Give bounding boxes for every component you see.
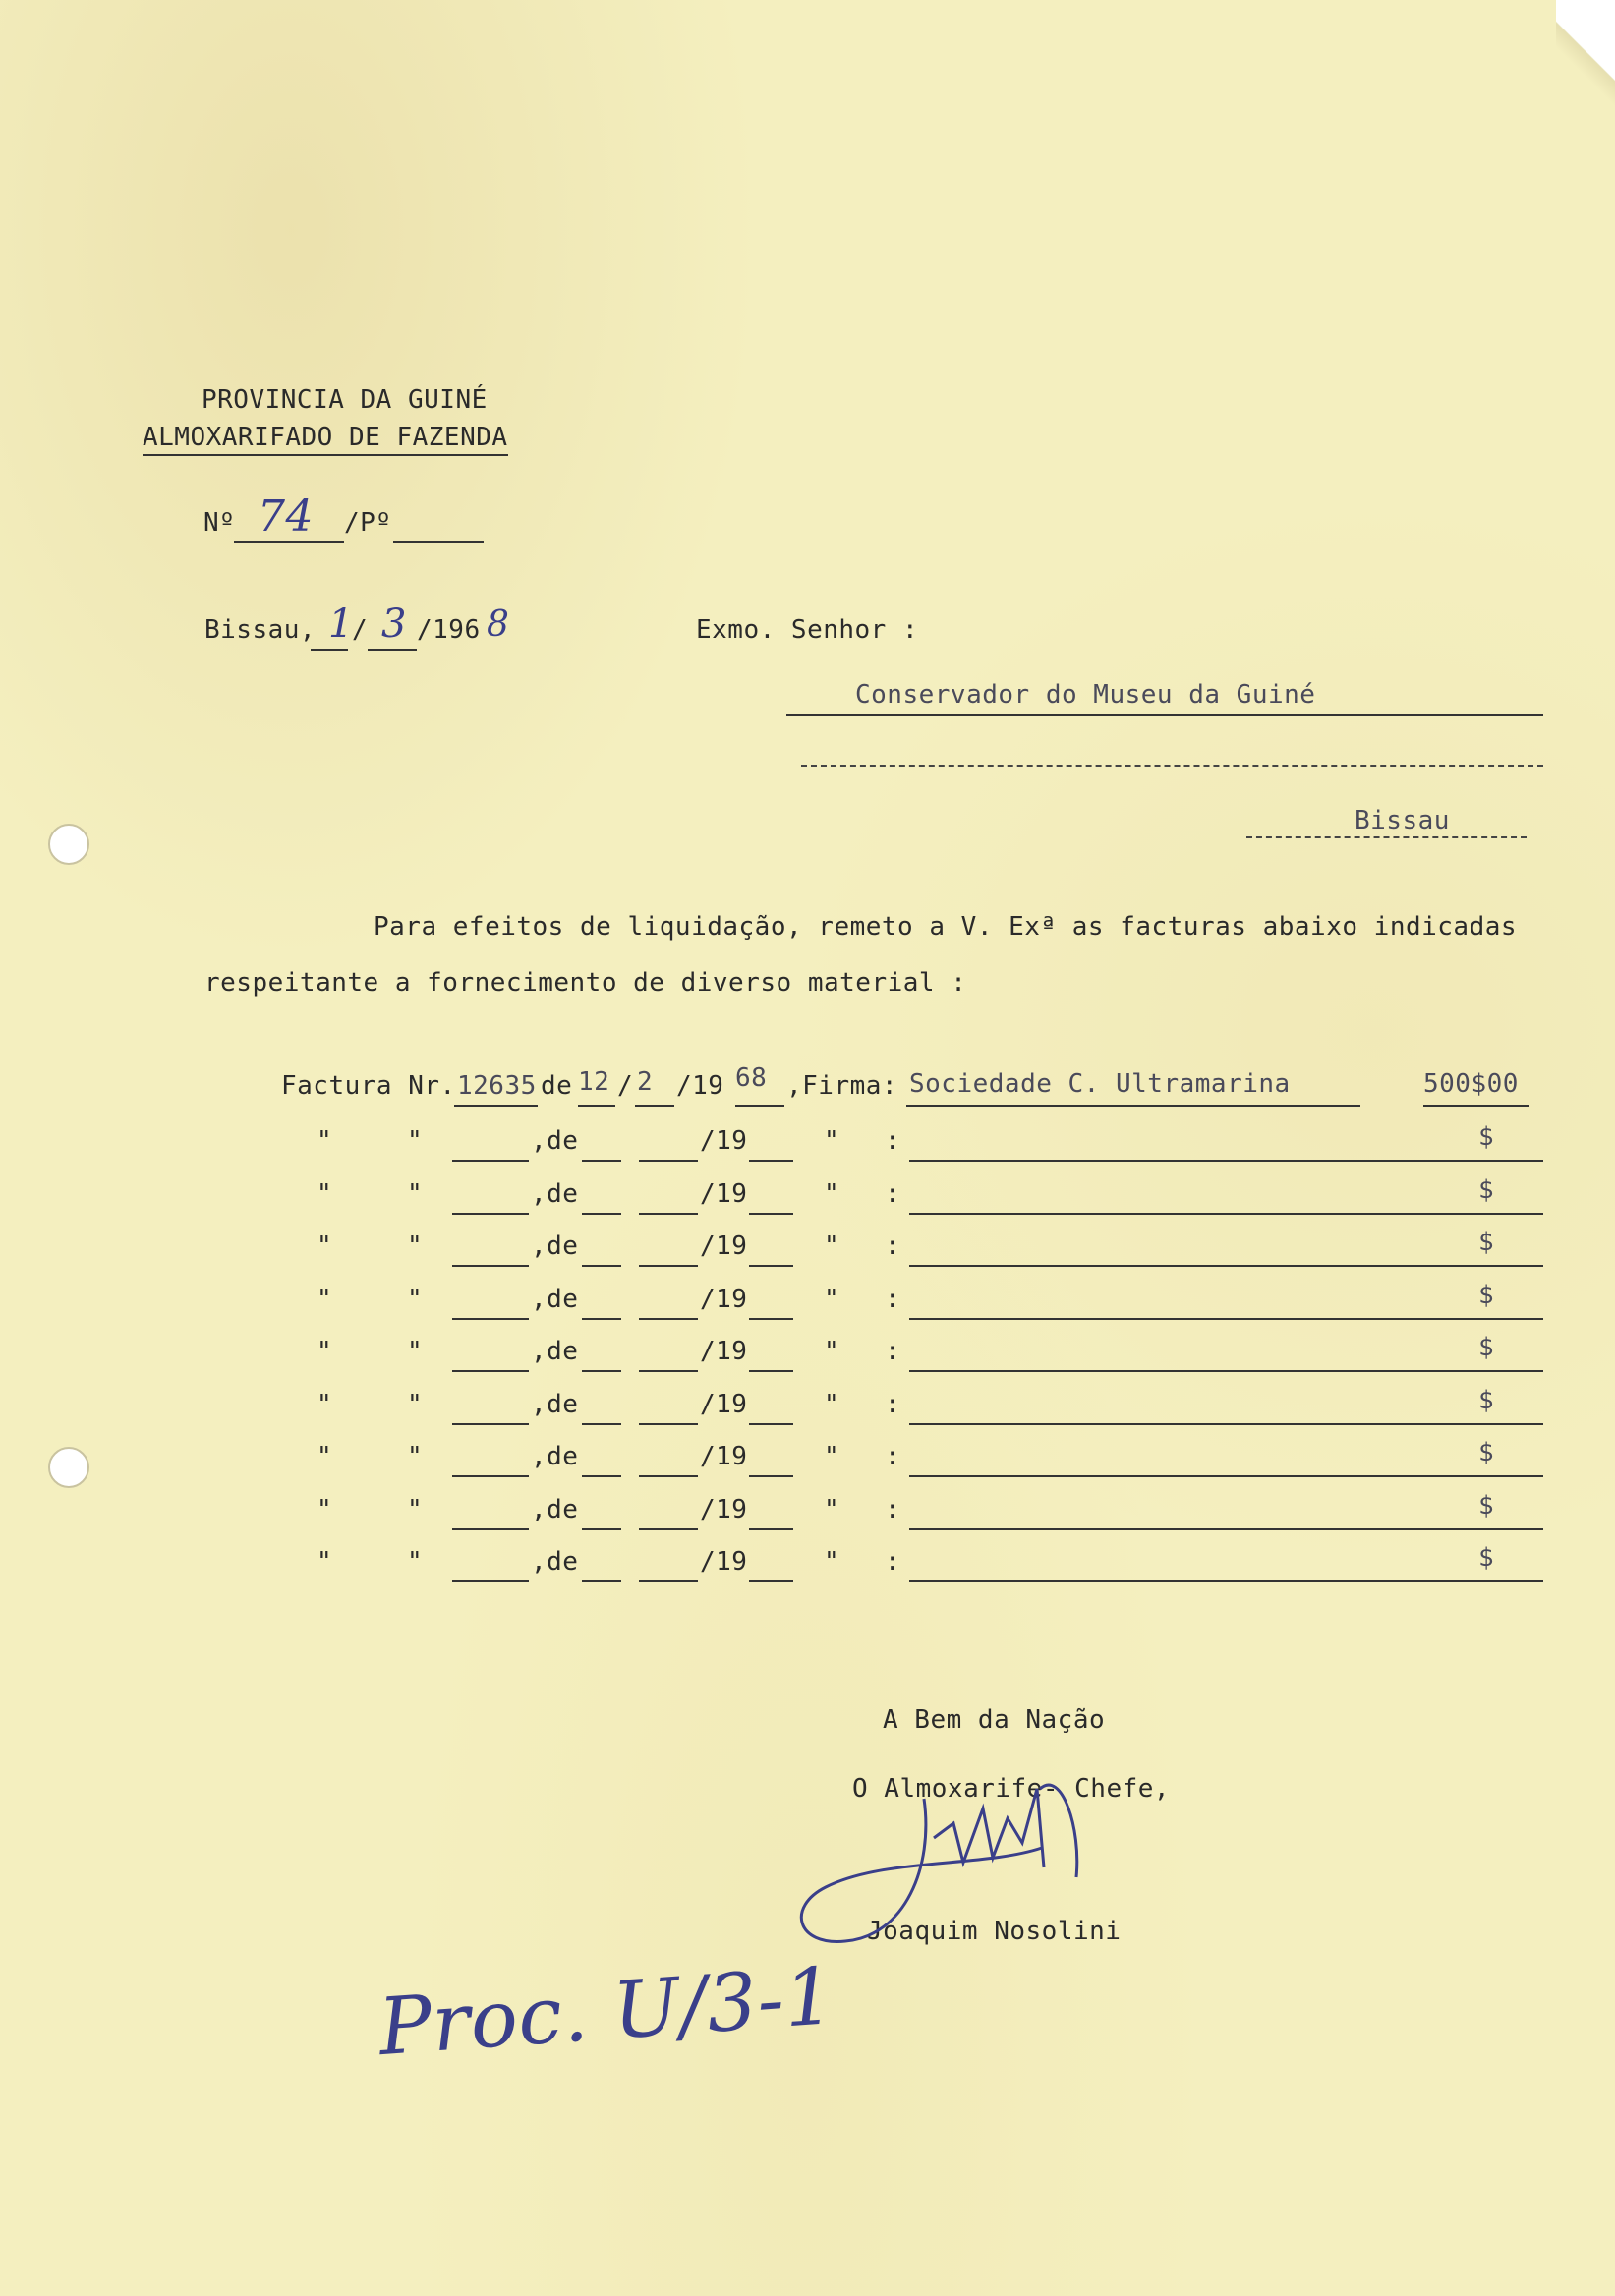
firma-blank-line <box>909 1370 1543 1372</box>
firma-blank-line <box>909 1265 1543 1267</box>
invoice-year-label: /19 <box>700 1547 748 1577</box>
colon: : <box>885 1442 901 1471</box>
month-blank-line <box>639 1160 698 1162</box>
year-blank-line <box>749 1370 793 1372</box>
currency-sign: $ <box>1478 1543 1495 1573</box>
date-month: 3 <box>381 602 407 647</box>
closing-title: O Almoxarife- Chefe, <box>852 1774 1171 1804</box>
date-year-digit: 8 <box>487 604 510 645</box>
month-blank-line <box>639 1213 698 1215</box>
ditto-mark: " <box>317 1442 333 1471</box>
invoice-year-prefix: /19 <box>676 1071 724 1101</box>
invoice-de-label: ,de <box>531 1442 579 1471</box>
day-blank-line <box>582 1423 621 1425</box>
month-blank-line <box>639 1318 698 1320</box>
invoice-number: 12635 <box>457 1071 537 1101</box>
process-annotation: Proc. U/3-1 <box>375 1949 838 2074</box>
colon: : <box>885 1390 901 1419</box>
colon: : <box>885 1126 901 1156</box>
quote-mark: " <box>824 1442 840 1471</box>
header-department: ALMOXARIFADO DE FAZENDA <box>143 423 508 456</box>
year-blank-line <box>749 1528 793 1530</box>
date-place: Bissau, <box>204 615 317 645</box>
number-blank-line <box>452 1423 529 1425</box>
year-blank-line <box>749 1475 793 1477</box>
number-suffix-line <box>393 541 484 543</box>
number-blank-line <box>452 1318 529 1320</box>
invoice-de-label: ,de <box>531 1547 579 1577</box>
invoice-day: 12 <box>578 1067 610 1097</box>
ditto-mark: " <box>317 1390 333 1419</box>
invoice-year-label: /19 <box>700 1232 748 1261</box>
day-blank-line <box>582 1318 621 1320</box>
body-line-2: respeitante a fornecimento de diverso material : <box>204 968 967 998</box>
currency-sign: $ <box>1478 1228 1495 1257</box>
colon: : <box>885 1547 901 1577</box>
colon: : <box>885 1179 901 1209</box>
closing-name: Joaquim Nosolini <box>867 1917 1122 1946</box>
day-blank-line <box>582 1265 621 1267</box>
invoice-day-line <box>578 1105 615 1107</box>
colon: : <box>885 1495 901 1524</box>
number-blank-line <box>452 1265 529 1267</box>
invoice-de-label: ,de <box>531 1337 579 1366</box>
invoice-de-label: ,de <box>531 1126 579 1156</box>
firma-blank-line <box>909 1580 1543 1582</box>
firma-blank-line <box>909 1475 1543 1477</box>
year-blank-line <box>749 1318 793 1320</box>
date-month-line <box>368 649 417 651</box>
invoice-year-line <box>735 1105 784 1107</box>
ditto-mark: " <box>317 1232 333 1261</box>
month-blank-line <box>639 1370 698 1372</box>
invoice-year-label: /19 <box>700 1179 748 1209</box>
quote-mark: " <box>824 1232 840 1261</box>
day-blank-line <box>582 1475 621 1477</box>
number-label: Nº <box>203 508 236 538</box>
date-day: 1 <box>328 602 354 647</box>
ditto-mark: " <box>317 1285 333 1314</box>
invoice-month: 2 <box>637 1067 654 1097</box>
invoice-de: de <box>541 1071 573 1101</box>
quote-mark: " <box>824 1547 840 1577</box>
year-blank-line <box>749 1213 793 1215</box>
month-blank-line <box>639 1423 698 1425</box>
ditto-mark: " <box>317 1495 333 1524</box>
invoice-de-label: ,de <box>531 1390 579 1419</box>
ditto-mark: " <box>407 1390 424 1419</box>
invoice-firma: Sociedade C. Ultramarina <box>909 1069 1291 1099</box>
invoice-row-first: Factura Nr. 12635 de 12 / 2 /19 68 ,Firma: Sociedade C. Ultramarina 500$00 <box>281 1063 1519 1101</box>
day-blank-line <box>582 1160 621 1162</box>
punch-hole-bottom <box>48 1447 89 1488</box>
day-blank-line <box>582 1370 621 1372</box>
signature <box>786 1730 1199 1985</box>
invoice-label: Factura Nr. <box>281 1071 456 1101</box>
currency-sign: $ <box>1478 1176 1495 1205</box>
number-blank-line <box>452 1580 529 1582</box>
colon: : <box>885 1232 901 1261</box>
quote-mark: " <box>824 1126 840 1156</box>
year-blank-line <box>749 1580 793 1582</box>
ditto-mark: " <box>407 1179 424 1209</box>
invoice-firma-line <box>906 1105 1360 1107</box>
quote-mark: " <box>824 1179 840 1209</box>
invoice-year-label: /19 <box>700 1495 748 1524</box>
recipient-city-line <box>1246 836 1527 838</box>
invoice-de-label: ,de <box>531 1495 579 1524</box>
currency-sign: $ <box>1478 1491 1495 1521</box>
colon: : <box>885 1337 901 1366</box>
number-blank-line <box>452 1528 529 1530</box>
punch-hole-top <box>48 824 89 865</box>
number-blank-line <box>452 1475 529 1477</box>
number-suffix: /Pº <box>344 508 392 538</box>
closing-greeting: A Bem da Nação <box>883 1705 1106 1735</box>
month-blank-line <box>639 1580 698 1582</box>
currency-sign: $ <box>1478 1333 1495 1362</box>
recipient-name: Conservador do Museu da Guiné <box>855 680 1316 710</box>
ditto-mark: " <box>407 1547 424 1577</box>
recipient-line-2 <box>801 765 1543 767</box>
recipient-line-1 <box>786 714 1543 716</box>
day-blank-line <box>582 1580 621 1582</box>
invoice-number-line <box>454 1105 538 1107</box>
currency-sign: $ <box>1478 1281 1495 1310</box>
invoice-year-label: /19 <box>700 1285 748 1314</box>
number-blank-line <box>452 1370 529 1372</box>
month-blank-line <box>639 1528 698 1530</box>
year-blank-line <box>749 1265 793 1267</box>
day-blank-line <box>582 1213 621 1215</box>
ditto-mark: " <box>407 1495 424 1524</box>
date-year-prefix: /196 <box>417 615 481 645</box>
colon: : <box>885 1285 901 1314</box>
firma-blank-line <box>909 1528 1543 1530</box>
ditto-mark: " <box>407 1232 424 1261</box>
number-value: 74 <box>258 491 314 542</box>
firma-blank-line <box>909 1160 1543 1162</box>
invoice-firma-label: ,Firma: <box>786 1071 898 1101</box>
firma-blank-line <box>909 1213 1543 1215</box>
month-blank-line <box>639 1265 698 1267</box>
ditto-mark: " <box>407 1337 424 1366</box>
invoice-amount-line <box>1423 1105 1529 1107</box>
date-day-line <box>311 649 348 651</box>
quote-mark: " <box>824 1337 840 1366</box>
number-blank-line <box>452 1213 529 1215</box>
year-blank-line <box>749 1160 793 1162</box>
invoice-amount: 500$00 <box>1423 1069 1519 1099</box>
invoice-month-line <box>635 1105 674 1107</box>
ditto-mark: " <box>407 1442 424 1471</box>
quote-mark: " <box>824 1495 840 1524</box>
ditto-mark: " <box>317 1179 333 1209</box>
ditto-mark: " <box>407 1285 424 1314</box>
currency-sign: $ <box>1478 1122 1495 1152</box>
invoice-year-label: /19 <box>700 1337 748 1366</box>
quote-mark: " <box>824 1285 840 1314</box>
number-blank-line <box>452 1160 529 1162</box>
invoice-year: 68 <box>735 1063 768 1093</box>
invoice-de-label: ,de <box>531 1232 579 1261</box>
month-blank-line <box>639 1475 698 1477</box>
day-blank-line <box>582 1528 621 1530</box>
invoice-year-label: /19 <box>700 1442 748 1471</box>
invoice-year-label: /19 <box>700 1390 748 1419</box>
recipient-city: Bissau <box>1355 806 1450 835</box>
quote-mark: " <box>824 1390 840 1419</box>
ditto-mark: " <box>317 1547 333 1577</box>
firma-blank-line <box>909 1423 1543 1425</box>
header-province: PROVINCIA DA GUINÉ <box>202 385 488 415</box>
ditto-mark: " <box>317 1337 333 1366</box>
invoice-de-label: ,de <box>531 1179 579 1209</box>
ditto-mark: " <box>407 1126 424 1156</box>
invoice-de-label: ,de <box>531 1285 579 1314</box>
currency-sign: $ <box>1478 1386 1495 1415</box>
currency-sign: $ <box>1478 1438 1495 1467</box>
recipient-salutation: Exmo. Senhor : <box>696 615 919 645</box>
folded-corner <box>1556 0 1615 118</box>
year-blank-line <box>749 1423 793 1425</box>
body-line-1: Para efeitos de liquidação, remeto a V. Exª as facturas abaixo indicadas <box>374 912 1518 942</box>
firma-blank-line <box>909 1318 1543 1320</box>
invoice-year-label: /19 <box>700 1126 748 1156</box>
ditto-mark: " <box>317 1126 333 1156</box>
